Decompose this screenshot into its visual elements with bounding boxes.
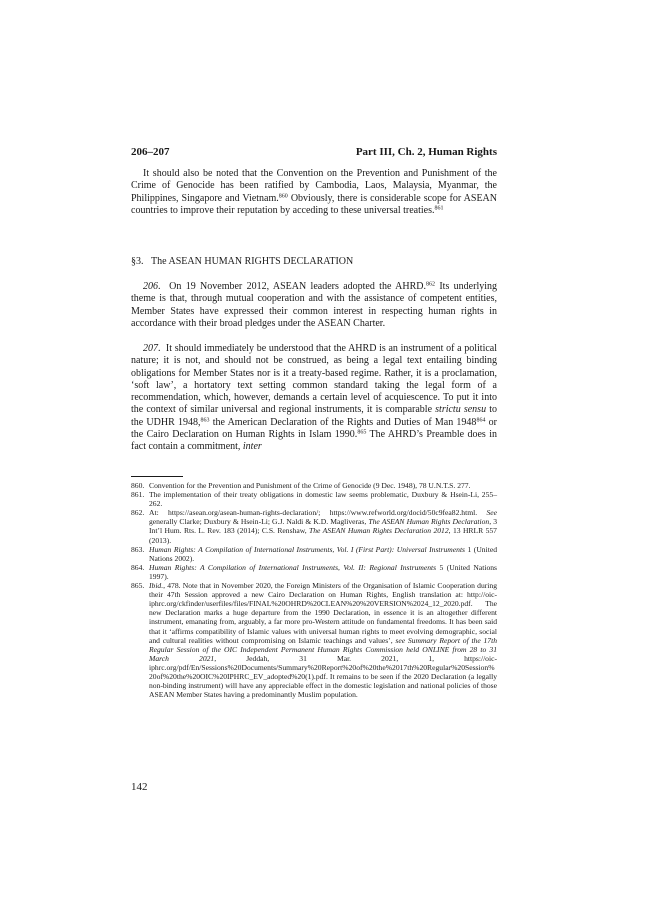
paragraph-text: It should immediately be understood that the AHRD is an instrument of a political nature; it is not, and should not be construed, as being a legal text entailing binding obligations for Member States nor is it a treaty-based regime. Rather, it is a proclamation, ‘soft law’, a hortatory text setting common standard taking the legal form of a recommendation, which, however, demands a certain level of acquiescence. To put it into the context of similar universal and regional instruments, it is comparable <box>131 343 498 416</box>
intro-paragraph <box>131 168 497 217</box>
footnote-italic: see Summary Report of the 17th Regular Session of the OIC Independent Permanent Human Rights Commission held ONLINE from 28 to 31 March 2021 <box>149 635 497 663</box>
footnote-864 <box>131 563 497 581</box>
footnote-text: The implementation of their treaty obligations in domestic law seems problematic, Duxbury & Hsein-Li, 255–262. <box>149 490 497 509</box>
italic-term: strictu sensu <box>435 404 487 416</box>
footnote-text-part: , Jeddah, 31 Mar. 2021, 1, https://oic-iphrc.org/pdf/En/Sessions%20Documents/Summary%20Report%20of%20the%2017th%20Regular%20Session%20of%20the%20OIC%20IPHRC_EV_adopted%20(1).pdf. It remains to be seen if the 2020 Declaration (a legally non-binding instrument) will have any appreciable effect in the domestic legislation and national policies of those ASEAN Member States having a predominantly Muslim population. <box>149 653 497 700</box>
paragraph-number: 206 <box>143 281 158 292</box>
footnote-ref[interactable]: 865 <box>357 429 367 436</box>
footnote-ref[interactable]: 860 <box>278 193 288 200</box>
footnote-number: 861. <box>131 490 145 500</box>
paragraph-text: The AHRD’s Preamble does in fact contain a commitment, <box>131 429 497 453</box>
paragraph-text-cont: Its underlying theme is that, through mutual cooperation and with the assistance of competent entities, Member States have expressed their common interest in respecting human rights in accordance with their broad pledges under the ASEAN Charter. <box>131 281 498 329</box>
paragraph-text: On 19 November 2012, ASEAN leaders adopted the AHRD. <box>169 281 427 292</box>
footnote-text-part: 1 (United Nations 2002). <box>149 544 497 563</box>
footnote-text <box>149 563 497 581</box>
intro-text-cont: Obviously, there is considerable scope for ASEAN countries to improve their reputation by acceding to these universal treaties. <box>131 192 497 216</box>
footnote-italic: The ASEAN Human Rights Declaration 2012 <box>309 526 449 536</box>
footnote-865 <box>131 581 497 699</box>
footnote-number: 864. <box>131 562 145 572</box>
footnote-863 <box>131 545 497 563</box>
footnote-italic: The ASEAN Human Rights Declaration <box>368 517 490 527</box>
section-title-part: The ASEAN <box>151 256 205 267</box>
paragraph-text: to the UDHR 1948, <box>131 404 497 428</box>
page-number: 142 <box>131 781 148 793</box>
footnotes <box>131 481 497 699</box>
section-title-part: HUMAN RIGHTS DECLARATION <box>204 256 354 267</box>
footnote-italic: See <box>486 508 497 518</box>
paragraph-207: 207. It should immediately be understood that the AHRD is an instrument of a political nature; it is not, and should not be construed, as being a legal text entailing binding obligations for Member States nor is it a treaty-based regime. Rather, it is a proclamation, ‘soft law’, a hortatory text setting common standard taking the legal form of a recommendation, which, however, demands a certain level of acquiescence. To put it into the context of similar universal and regional instruments, it is comparable strictu sensu to the UDHR 1948,$^{863}$ the American Declaration of the Rights and Duties of Man 1948$^{864}$ or the Cairo Declaration on Human Rights in Islam 1990.$^{865}$ The AHRD’s Preamble does in fact contain a commitment, inter <box>131 343 498 453</box>
header-chapter-title: Part III, Ch. 2, Human Rights <box>355 146 497 158</box>
footnote-italic: Human Rights: A Compilation of International Instruments, Vol. II: Regional Instruments <box>149 562 437 572</box>
footnote-text: Convention for the Prevention and Punishment of the Crime of Genocide (9 Dec. 1948), 78 U.N.T.S. 277. <box>149 481 471 490</box>
footnote-text-part: 5 (United Nations 1997). <box>149 562 497 581</box>
footnote-ref[interactable]: 863 <box>200 417 210 424</box>
intro-text: It should also be noted that the Convention on the Prevention and Punishment of the Crime of Genocide has been ratified by Cambodia, Laos, Malaysia, Myanmar, the Philippines, Singapore and Vietnam. <box>131 168 497 204</box>
footnote-divider <box>131 476 183 477</box>
footnote-number: 863. <box>131 544 145 554</box>
section-heading <box>131 256 497 268</box>
footnote-italic: Human Rights: A Compilation of International Instruments, Vol. I (First Part): Universal Instruments <box>149 544 466 554</box>
footnote-text <box>149 581 497 699</box>
footnote-861 <box>131 490 497 508</box>
footnote-text <box>149 508 497 544</box>
paragraph-number: 207 <box>143 343 158 354</box>
footnote-ref[interactable]: 861 <box>434 205 444 212</box>
footnote-text-part: At: https://asean.org/asean-human-rights-declaration/; https://www.refworld.org/docid/50c9fea82.html. <box>149 508 487 518</box>
footnote-text-part: generally Clarke; Duxbury & Hsein-Li; G.J. Naldi & K.D. Magliveras, <box>149 517 369 527</box>
running-header <box>131 146 497 160</box>
footnote-text-part: , 13 HRLR 557 (2013). <box>149 526 497 545</box>
footnote-number: 862. <box>131 508 145 518</box>
footnote-italic: Ibid. <box>149 581 164 591</box>
footnote-number: 860. <box>131 481 145 490</box>
footnote-ref[interactable]: 864 <box>476 417 486 424</box>
footnote-number: 865. <box>131 581 145 591</box>
footnote-text-part: , 478. Note that in November 2020, the Foreign Ministers of the Organisation of Islamic Cooperation during their 47th Session approved a new Cairo Declaration on Human Rights, English translation at: http://oic-iphrc.org/ckfinder/userfiles/files/FINAL%20OHRD%20CLEAN%20%20VERSION%2024_12_2020.pdf. The new Declaration marks a huge departure from the 1990 Declaration, in essence it is an altogether different instrument, emanating from, arguably, a far more pro-Western attitude on fundamental freedoms. It has been said that it ‘affirms compatibility of Islamic values with universal human rights to meet evolving demographic, social and cultural realities without compromising on Islamic teachings and values’, <box>149 581 497 645</box>
italic-term: inter <box>242 441 262 453</box>
footnote-862 <box>131 508 497 544</box>
paragraph-text: or the Cairo Declaration on Human Rights in Islam 1990. <box>131 416 497 441</box>
paragraph-206: 206. On 19 November 2012, ASEAN leaders adopted the AHRD.$^{862}$ Its underlying theme is that, through mutual cooperation and with the assistance of competent entities, Member States have expressed their common interest in respecting human rights in accordance with their broad pledges under the ASEAN Charter. <box>131 281 498 329</box>
footnote-ref[interactable]: 862 <box>426 281 436 288</box>
footnote-860 <box>131 481 497 490</box>
header-page-range: 206–207 <box>131 146 170 158</box>
footnote-text <box>149 545 497 563</box>
paragraph-text: the American Declaration of the Rights and Duties of Man 1948 <box>209 416 477 428</box>
section-number: §3. <box>131 256 144 267</box>
footnote-text-part: , 3 Int’l Hum. Rts. L. Rev. 183 (2014); C.S. Renshaw, <box>149 517 498 536</box>
